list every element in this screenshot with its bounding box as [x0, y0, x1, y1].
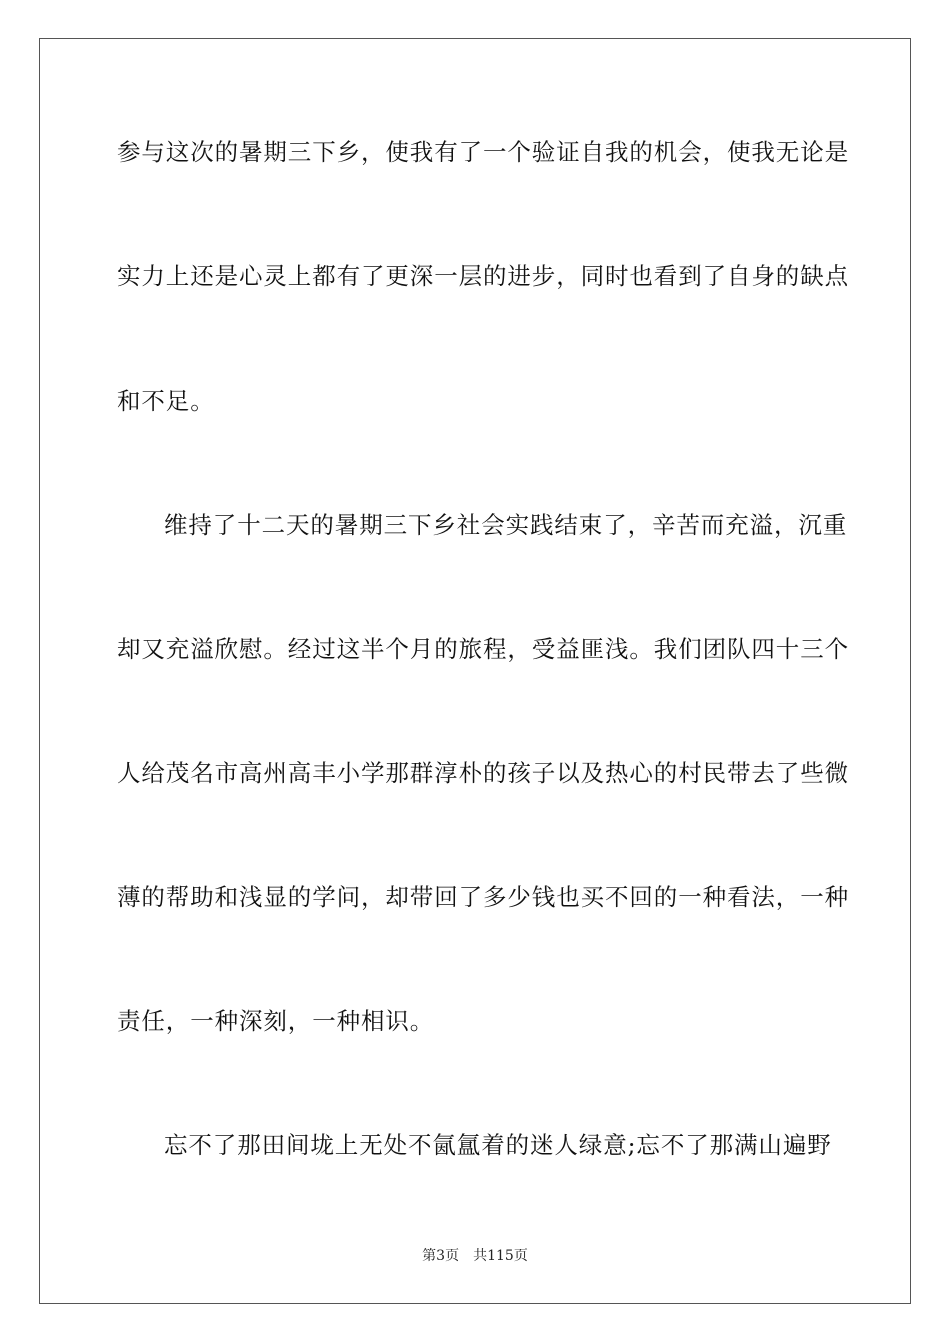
page-number: 第3页 — [422, 1248, 460, 1264]
paragraph-line-9: 忘不了那田间垅上无处不氤氲着的迷人绿意;忘不了那满山遍野 — [164, 1131, 832, 1159]
paragraph-line-1: 参与这次的暑期三下乡，使我有了一个验证自我的机会，使我无论是 — [117, 138, 849, 166]
paragraph-line-6: 人给茂名市高州高丰小学那群淳朴的孩子以及热心的村民带去了些微 — [117, 759, 849, 787]
paragraph-line-5: 却又充溢欣慰。经过这半个月的旅程，受益匪浅。我们团队四十三个 — [117, 635, 849, 663]
page-border — [39, 38, 911, 1304]
page-footer — [0, 1246, 950, 1266]
paragraph-line-4: 维持了十二天的暑期三下乡社会实践结束了，辛苦而充溢，沉重 — [164, 511, 848, 539]
total-pages: 共115页 — [473, 1248, 528, 1264]
paragraph-line-2: 实力上还是心灵上都有了更深一层的进步，同时也看到了自身的缺点 — [117, 262, 849, 290]
paragraph-line-7: 薄的帮助和浅显的学问，却带回了多少钱也买不回的一种看法，一种 — [117, 883, 849, 911]
paragraph-line-8: 责任，一种深刻，一种相识。 — [117, 1007, 435, 1035]
paragraph-line-3: 和不足。 — [117, 387, 215, 415]
